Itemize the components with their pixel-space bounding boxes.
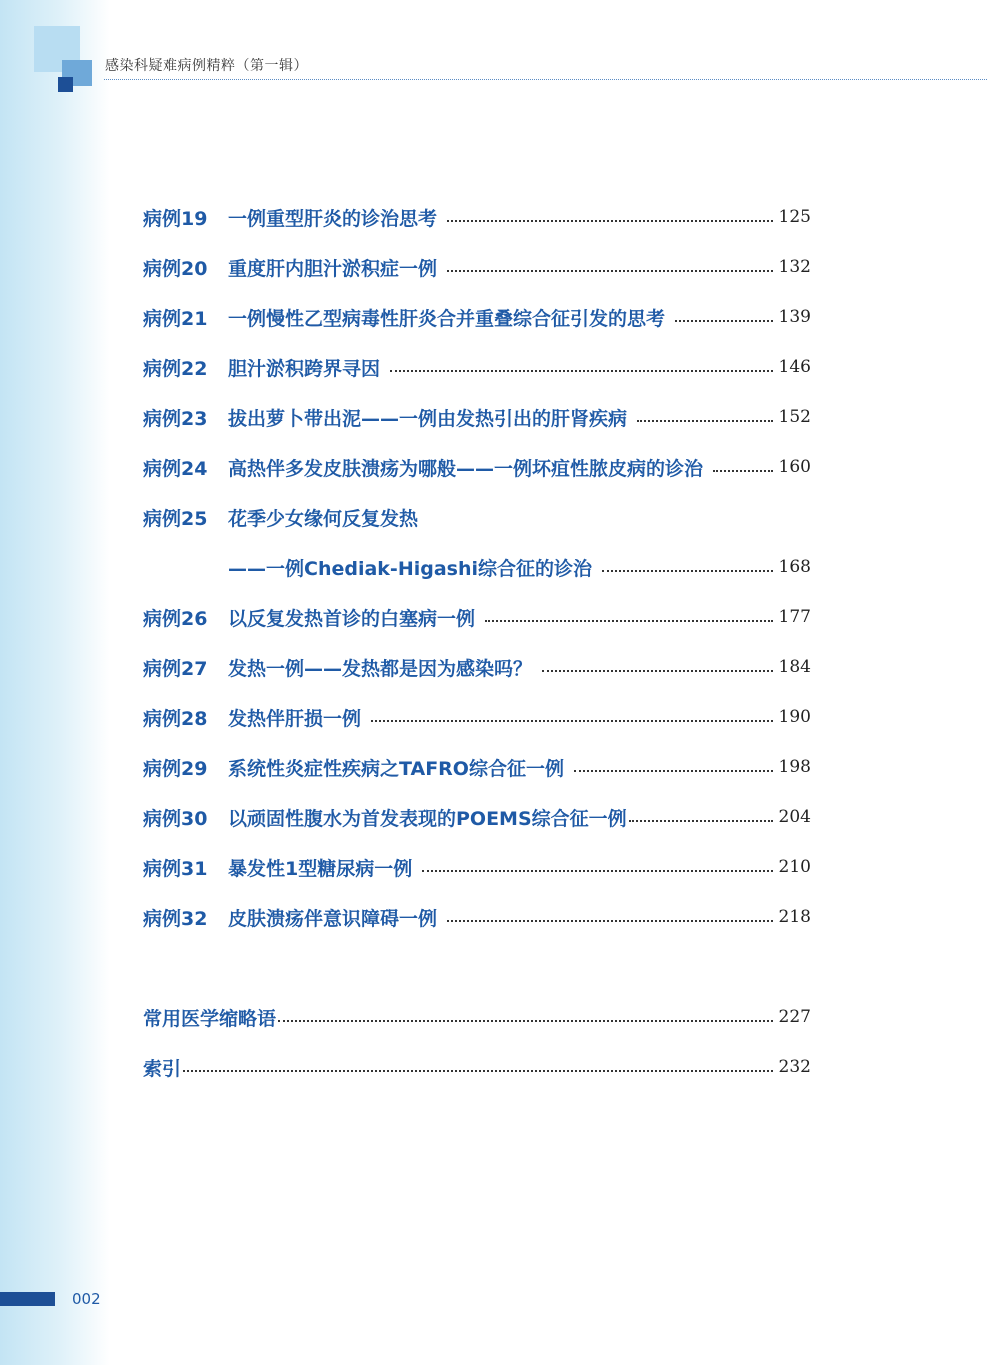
dot-leader	[629, 820, 773, 822]
appendix-title: 索引	[143, 1057, 182, 1080]
dot-leader	[637, 420, 773, 422]
page-ref: 232	[778, 1057, 811, 1077]
case-number: 病例19	[143, 207, 208, 230]
case-title: 高热伴多发皮肤溃疡为哪般——一例坏疽性脓皮病的诊治	[228, 457, 704, 480]
case-number: 病例25	[143, 507, 208, 530]
page-ref: 204	[778, 807, 811, 827]
dot-leader	[422, 870, 772, 872]
page-ref: 168	[778, 557, 811, 577]
toc-entry[interactable]	[143, 452, 811, 482]
dot-leader	[278, 1020, 773, 1022]
toc-entry[interactable]	[143, 402, 811, 432]
case-title: 胆汁淤积跨界寻因	[228, 357, 381, 380]
page-ref: 190	[778, 707, 811, 727]
case-title: 拔出萝卜带出泥——一例由发热引出的肝肾疾病	[228, 407, 628, 430]
decor-square-small	[58, 77, 73, 92]
toc-entry[interactable]	[143, 252, 811, 282]
dot-leader	[713, 470, 773, 472]
page-number: 002	[72, 1290, 101, 1308]
header-divider	[104, 79, 987, 80]
case-title: 一例重型肝炎的诊治思考	[228, 207, 438, 230]
case-number: 病例28	[143, 707, 208, 730]
toc-entry[interactable]	[143, 852, 811, 882]
dot-leader	[447, 270, 773, 272]
dot-leader	[447, 920, 773, 922]
page-ref: 198	[778, 757, 811, 777]
dot-leader	[390, 370, 773, 372]
dot-leader	[542, 670, 773, 672]
case-title: 发热一例——发热都是因为感染吗？	[228, 657, 533, 680]
case-number: 病例26	[143, 607, 208, 630]
toc-entry[interactable]	[143, 202, 811, 232]
toc-entry[interactable]	[143, 352, 811, 382]
toc-entry[interactable]	[143, 602, 811, 632]
case-number: 病例31	[143, 857, 208, 880]
toc-entry[interactable]	[143, 302, 811, 332]
page-ref: 146	[778, 357, 811, 377]
page-ref: 160	[778, 457, 811, 477]
dot-leader	[447, 220, 773, 222]
page-ref: 227	[778, 1007, 811, 1027]
case-title: 一例慢性乙型病毒性肝炎合并重叠综合征引发的思考	[228, 307, 666, 330]
case-title: 以反复发热首诊的白塞病一例	[228, 607, 476, 630]
page-ref: 177	[778, 607, 811, 627]
case-number: 病例30	[143, 807, 208, 830]
case-number: 病例23	[143, 407, 208, 430]
case-title: 系统性炎症性疾病之TAFRO综合征一例	[228, 757, 564, 780]
case-number: 病例22	[143, 357, 208, 380]
dot-leader	[602, 570, 773, 572]
toc-entry[interactable]	[143, 802, 811, 832]
dot-leader	[485, 620, 773, 622]
running-header-title: 感染科疑难病例精粹（第一辑）	[105, 58, 308, 74]
page-ref: 152	[778, 407, 811, 427]
case-title: 皮肤溃疡伴意识障碍一例	[228, 907, 438, 930]
page-ref: 139	[778, 307, 811, 327]
case-title: 重度肝内胆汁淤积症一例	[228, 257, 438, 280]
case-number: 病例21	[143, 307, 208, 330]
dot-leader	[574, 770, 773, 772]
page-ref: 125	[778, 207, 811, 227]
case-number: 病例27	[143, 657, 208, 680]
case-number: 病例29	[143, 757, 208, 780]
toc-entry[interactable]	[143, 652, 811, 682]
case-title: 暴发性1型糖尿病一例	[228, 857, 413, 880]
dot-leader	[183, 1070, 773, 1072]
appendix-title: 常用医学缩略语	[143, 1007, 277, 1030]
case-title: 花季少女缘何反复发热	[228, 507, 419, 530]
side-gradient-band	[0, 0, 110, 1365]
case-number: 病例24	[143, 457, 208, 480]
case-title: 以顽固性腹水为首发表现的POEMS综合征一例	[228, 807, 627, 830]
toc-entry-continuation[interactable]	[143, 552, 811, 582]
page-ref: 184	[778, 657, 811, 677]
dot-leader	[371, 720, 773, 722]
toc-entry[interactable]	[143, 502, 811, 532]
toc-appendix-abbreviations[interactable]	[143, 1002, 811, 1032]
footer-accent-bar	[0, 1292, 55, 1306]
page-ref: 132	[778, 257, 811, 277]
case-number: 病例20	[143, 257, 208, 280]
page-ref: 218	[778, 907, 811, 927]
toc-entry[interactable]	[143, 752, 811, 782]
page-ref: 210	[778, 857, 811, 877]
toc-entry[interactable]	[143, 702, 811, 732]
case-subtitle: ——一例Chediak-Higashi综合征的诊治	[228, 557, 592, 580]
case-number: 病例32	[143, 907, 208, 930]
case-title: 发热伴肝损一例	[228, 707, 362, 730]
toc-appendix-index[interactable]	[143, 1052, 811, 1082]
toc-entry[interactable]	[143, 902, 811, 932]
dot-leader	[675, 320, 773, 322]
